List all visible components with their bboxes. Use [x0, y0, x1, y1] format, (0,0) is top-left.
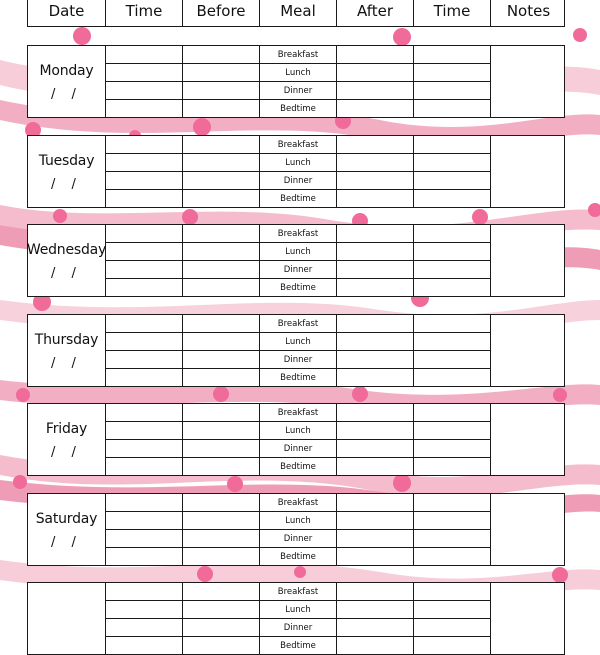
before-entry[interactable]	[183, 618, 259, 636]
after-entry[interactable]	[337, 583, 413, 600]
before-entry[interactable]	[183, 153, 259, 171]
meal-label: Breakfast	[277, 497, 319, 508]
day-block	[27, 314, 565, 387]
meal-label: Breakfast	[277, 407, 319, 418]
date-cell[interactable]	[28, 315, 105, 386]
before-entry[interactable]	[183, 404, 259, 421]
time-entry[interactable]	[106, 63, 182, 81]
after-entry[interactable]	[337, 99, 413, 117]
before-entry[interactable]	[183, 494, 259, 511]
before-entry[interactable]	[183, 439, 259, 457]
notes-cell[interactable]	[490, 46, 566, 117]
before-entry[interactable]	[183, 529, 259, 547]
time-entry[interactable]	[106, 439, 182, 457]
after-entry[interactable]	[337, 189, 413, 207]
after-entry[interactable]	[337, 332, 413, 350]
time-entry[interactable]	[106, 332, 182, 350]
notes-cell[interactable]	[490, 583, 566, 654]
time-entry[interactable]	[414, 171, 490, 189]
time-entry[interactable]	[414, 242, 490, 260]
after-entry[interactable]	[337, 63, 413, 81]
time-entry[interactable]	[414, 189, 490, 207]
time-entry[interactable]	[414, 136, 490, 153]
time-entry[interactable]	[106, 350, 182, 368]
date-placeholder: / /	[51, 266, 82, 281]
day-name: Wednesday	[26, 242, 107, 258]
time-entry[interactable]	[414, 439, 490, 457]
time-entry[interactable]	[106, 278, 182, 296]
after-entry[interactable]	[337, 171, 413, 189]
after-entry[interactable]	[337, 153, 413, 171]
before-entry[interactable]	[183, 242, 259, 260]
after-entry[interactable]	[337, 350, 413, 368]
before-entry[interactable]	[183, 171, 259, 189]
time-entry[interactable]	[414, 153, 490, 171]
before-entry[interactable]	[183, 636, 259, 654]
time-entry[interactable]	[106, 600, 182, 618]
meal-label: Lunch	[260, 421, 336, 439]
after-entry[interactable]	[337, 368, 413, 386]
time-entry[interactable]	[106, 225, 182, 242]
date-cell[interactable]	[28, 583, 105, 654]
meal-label: Dinner	[260, 618, 336, 636]
time-entry[interactable]	[106, 494, 182, 511]
time-entry[interactable]	[106, 421, 182, 439]
date-placeholder: / /	[51, 177, 82, 192]
meal-label: Bedtime	[260, 189, 336, 207]
date-cell[interactable]	[28, 225, 105, 296]
time-entry[interactable]	[414, 529, 490, 547]
time-entry[interactable]	[106, 404, 182, 421]
after-entry[interactable]	[337, 600, 413, 618]
time-entry[interactable]	[106, 153, 182, 171]
date-cell[interactable]	[28, 46, 105, 117]
before-entry[interactable]	[183, 350, 259, 368]
before-entry[interactable]	[183, 63, 259, 81]
meal-label: Breakfast	[277, 318, 319, 329]
notes-cell[interactable]	[490, 315, 566, 386]
time-entry[interactable]	[106, 457, 182, 475]
date-placeholder: / /	[51, 87, 82, 102]
time-entry[interactable]	[414, 315, 490, 332]
before-entry[interactable]	[183, 583, 259, 600]
after-entry[interactable]	[337, 547, 413, 565]
header-before: Before	[182, 0, 259, 26]
after-entry[interactable]	[337, 136, 413, 153]
date-cell[interactable]	[28, 404, 105, 475]
meal-label: Dinner	[260, 81, 336, 99]
before-entry[interactable]	[183, 547, 259, 565]
day-block	[27, 135, 565, 208]
meal-label: Bedtime	[260, 368, 336, 386]
day-name: Thursday	[34, 332, 99, 348]
time-entry[interactable]	[106, 81, 182, 99]
after-entry[interactable]	[337, 242, 413, 260]
meal-label: Bedtime	[260, 99, 336, 117]
day-block	[27, 224, 565, 297]
header-meal: Meal	[259, 0, 336, 26]
time-entry[interactable]	[414, 547, 490, 565]
time-entry[interactable]	[106, 636, 182, 654]
time-entry[interactable]	[414, 46, 490, 63]
before-entry[interactable]	[183, 136, 259, 153]
meal-label: Dinner	[260, 260, 336, 278]
meal-label: Breakfast	[277, 49, 319, 60]
table-header	[27, 0, 565, 27]
time-entry[interactable]	[106, 99, 182, 117]
time-entry[interactable]	[106, 46, 182, 63]
before-entry[interactable]	[183, 260, 259, 278]
day-block	[27, 45, 565, 118]
after-entry[interactable]	[337, 81, 413, 99]
time-entry[interactable]	[106, 136, 182, 153]
day-name: Monday	[39, 63, 94, 79]
meal-label: Breakfast	[277, 228, 319, 239]
time-entry[interactable]	[414, 332, 490, 350]
before-entry[interactable]	[183, 511, 259, 529]
time-entry[interactable]	[414, 636, 490, 654]
meal-label: Dinner	[260, 529, 336, 547]
header-time-after: Time	[413, 0, 490, 26]
day-block	[27, 582, 565, 655]
after-entry[interactable]	[337, 260, 413, 278]
day-name: Friday	[45, 421, 88, 437]
after-entry[interactable]	[337, 404, 413, 421]
time-entry[interactable]	[414, 618, 490, 636]
after-entry[interactable]	[337, 494, 413, 511]
before-entry[interactable]	[183, 99, 259, 117]
header-time-before: Time	[105, 0, 182, 26]
after-entry[interactable]	[337, 636, 413, 654]
meal-label: Bedtime	[260, 636, 336, 654]
before-entry[interactable]	[183, 81, 259, 99]
after-entry[interactable]	[337, 315, 413, 332]
meal-label: Bedtime	[260, 547, 336, 565]
before-entry[interactable]	[183, 368, 259, 386]
header-date: Date	[48, 1, 85, 20]
notes-cell[interactable]	[490, 136, 566, 207]
date-placeholder: / /	[51, 445, 82, 460]
meal-label: Lunch	[260, 242, 336, 260]
time-entry[interactable]	[414, 260, 490, 278]
before-entry[interactable]	[183, 46, 259, 63]
time-entry[interactable]	[414, 511, 490, 529]
time-entry[interactable]	[106, 511, 182, 529]
before-entry[interactable]	[183, 225, 259, 242]
day-name: Tuesday	[38, 153, 95, 169]
day-block	[27, 493, 565, 566]
notes-cell[interactable]	[490, 225, 566, 296]
notes-cell[interactable]	[490, 404, 566, 475]
time-entry[interactable]	[414, 81, 490, 99]
before-entry[interactable]	[183, 457, 259, 475]
time-entry[interactable]	[414, 457, 490, 475]
time-entry[interactable]	[106, 242, 182, 260]
meal-label: Lunch	[260, 600, 336, 618]
meal-label: Lunch	[260, 332, 336, 350]
meal-label: Bedtime	[260, 457, 336, 475]
time-entry[interactable]	[106, 189, 182, 207]
after-entry[interactable]	[337, 439, 413, 457]
date-placeholder: / /	[51, 535, 82, 550]
date-cell[interactable]	[28, 136, 105, 207]
meal-label: Dinner	[260, 439, 336, 457]
before-entry[interactable]	[183, 315, 259, 332]
time-entry[interactable]	[414, 63, 490, 81]
after-entry[interactable]	[337, 618, 413, 636]
meal-label: Dinner	[260, 171, 336, 189]
time-entry[interactable]	[414, 583, 490, 600]
notes-cell[interactable]	[490, 494, 566, 565]
time-entry[interactable]	[106, 171, 182, 189]
after-entry[interactable]	[337, 511, 413, 529]
after-entry[interactable]	[337, 278, 413, 296]
time-entry[interactable]	[106, 315, 182, 332]
time-entry[interactable]	[414, 368, 490, 386]
header-after: After	[336, 0, 413, 26]
before-entry[interactable]	[183, 278, 259, 296]
before-entry[interactable]	[183, 189, 259, 207]
meal-label: Breakfast	[277, 586, 319, 597]
meal-label: Lunch	[260, 511, 336, 529]
after-entry[interactable]	[337, 46, 413, 63]
after-entry[interactable]	[337, 457, 413, 475]
time-entry[interactable]	[414, 278, 490, 296]
time-entry[interactable]	[414, 350, 490, 368]
time-entry[interactable]	[106, 368, 182, 386]
header-notes: Notes	[490, 0, 566, 26]
time-entry[interactable]	[414, 494, 490, 511]
time-entry[interactable]	[106, 618, 182, 636]
meal-label: Lunch	[260, 153, 336, 171]
time-entry[interactable]	[414, 99, 490, 117]
before-entry[interactable]	[183, 421, 259, 439]
date-placeholder: / /	[51, 356, 82, 371]
meal-label: Bedtime	[260, 278, 336, 296]
after-entry[interactable]	[337, 225, 413, 242]
meal-label: Dinner	[260, 350, 336, 368]
day-name: Saturday	[35, 511, 98, 527]
time-entry[interactable]	[414, 225, 490, 242]
time-entry[interactable]	[106, 529, 182, 547]
time-entry[interactable]	[106, 260, 182, 278]
meal-label: Breakfast	[277, 139, 319, 150]
day-block	[27, 403, 565, 476]
before-entry[interactable]	[183, 600, 259, 618]
time-entry[interactable]	[106, 583, 182, 600]
meal-label: Lunch	[260, 63, 336, 81]
after-entry[interactable]	[337, 421, 413, 439]
time-entry[interactable]	[414, 404, 490, 421]
time-entry[interactable]	[106, 547, 182, 565]
before-entry[interactable]	[183, 332, 259, 350]
after-entry[interactable]	[337, 529, 413, 547]
time-entry[interactable]	[414, 600, 490, 618]
date-cell[interactable]	[28, 494, 105, 565]
time-entry[interactable]	[414, 421, 490, 439]
